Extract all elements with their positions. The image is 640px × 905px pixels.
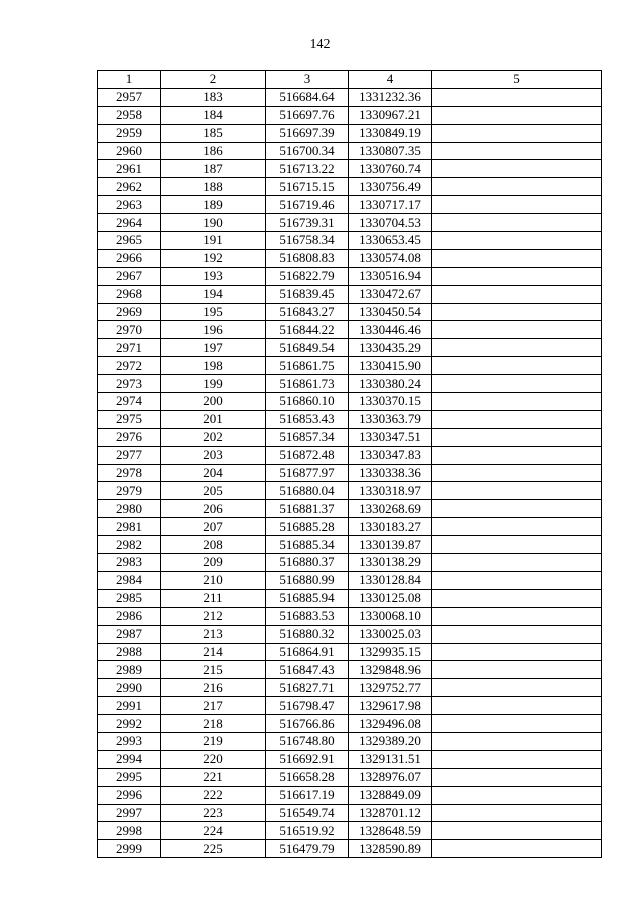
table-cell: 516808.83 — [266, 249, 349, 267]
table-cell: 2985 — [98, 589, 161, 607]
table-cell: 516877.97 — [266, 464, 349, 482]
table-cell — [432, 571, 602, 589]
table-cell: 2968 — [98, 285, 161, 303]
table-cell — [432, 732, 602, 750]
table-cell — [432, 768, 602, 786]
table-cell: 1330025.03 — [349, 625, 432, 643]
table-cell: 197 — [161, 339, 266, 357]
table-cell: 1330125.08 — [349, 589, 432, 607]
table-cell — [432, 160, 602, 178]
table-cell — [432, 750, 602, 768]
table-cell: 2982 — [98, 536, 161, 554]
table-cell: 2991 — [98, 697, 161, 715]
table-cell — [432, 446, 602, 464]
table-cell: 516827.71 — [266, 679, 349, 697]
table-cell: 1330380.24 — [349, 375, 432, 393]
table-cell: 1328590.89 — [349, 840, 432, 858]
table-cell: 2995 — [98, 768, 161, 786]
table-cell: 2983 — [98, 554, 161, 572]
table-row — [98, 536, 602, 554]
table-cell: 2992 — [98, 715, 161, 733]
table-cell — [432, 500, 602, 518]
table-cell: 1330347.83 — [349, 446, 432, 464]
table-cell: 183 — [161, 88, 266, 106]
table-cell: 190 — [161, 214, 266, 232]
table-row — [98, 446, 602, 464]
table-cell: 2961 — [98, 160, 161, 178]
table-cell: 1330128.84 — [349, 571, 432, 589]
table-cell: 2960 — [98, 142, 161, 160]
table-cell: 1330338.36 — [349, 464, 432, 482]
table-cell: 516880.37 — [266, 554, 349, 572]
table-cell: 1329752.77 — [349, 679, 432, 697]
table-cell: 516684.64 — [266, 88, 349, 106]
table-cell: 2962 — [98, 178, 161, 196]
table-cell: 1330450.54 — [349, 303, 432, 321]
table-cell: 516519.92 — [266, 822, 349, 840]
table-cell: 218 — [161, 715, 266, 733]
table-cell — [432, 142, 602, 160]
table-cell: 2994 — [98, 750, 161, 768]
table-row — [98, 482, 602, 500]
table-row — [98, 518, 602, 536]
table-row — [98, 214, 602, 232]
table-row — [98, 661, 602, 679]
table-cell: 2965 — [98, 232, 161, 250]
table-header — [98, 71, 602, 89]
table-row — [98, 106, 602, 124]
table-cell: 1329848.96 — [349, 661, 432, 679]
table-cell — [432, 840, 602, 858]
table-cell: 1329496.08 — [349, 715, 432, 733]
table-cell: 516880.99 — [266, 571, 349, 589]
table-row — [98, 124, 602, 142]
table-cell — [432, 554, 602, 572]
table-cell: 1330967.21 — [349, 106, 432, 124]
table-cell: 2980 — [98, 500, 161, 518]
table-cell: 516713.22 — [266, 160, 349, 178]
table-cell — [432, 375, 602, 393]
table-cell: 516860.10 — [266, 393, 349, 411]
table-cell: 2976 — [98, 428, 161, 446]
table-cell: 1330653.45 — [349, 232, 432, 250]
table-cell: 1330139.87 — [349, 536, 432, 554]
table-cell: 2958 — [98, 106, 161, 124]
table-cell — [432, 697, 602, 715]
table-cell: 216 — [161, 679, 266, 697]
table-cell: 1328648.59 — [349, 822, 432, 840]
table-cell: 193 — [161, 267, 266, 285]
table-cell: 2977 — [98, 446, 161, 464]
table-cell: 2973 — [98, 375, 161, 393]
table-cell — [432, 214, 602, 232]
table-cell: 516697.39 — [266, 124, 349, 142]
table-cell: 516872.48 — [266, 446, 349, 464]
table-cell: 2970 — [98, 321, 161, 339]
table-cell: 516844.22 — [266, 321, 349, 339]
table-cell — [432, 357, 602, 375]
table-cell: 195 — [161, 303, 266, 321]
table-row — [98, 267, 602, 285]
table-cell: 516839.45 — [266, 285, 349, 303]
header-row — [98, 71, 602, 89]
table-row — [98, 142, 602, 160]
table-cell: 2987 — [98, 625, 161, 643]
table-cell: 516857.34 — [266, 428, 349, 446]
table-cell: 225 — [161, 840, 266, 858]
table-row — [98, 643, 602, 661]
table-cell: 1329935.15 — [349, 643, 432, 661]
table-cell: 1330370.15 — [349, 393, 432, 411]
table-cell: 516758.34 — [266, 232, 349, 250]
table-row — [98, 589, 602, 607]
table-cell: 516748.80 — [266, 732, 349, 750]
table-cell — [432, 321, 602, 339]
table-cell: 1329131.51 — [349, 750, 432, 768]
table-cell — [432, 232, 602, 250]
table-cell: 212 — [161, 607, 266, 625]
table-row — [98, 750, 602, 768]
table-cell: 200 — [161, 393, 266, 411]
table-row — [98, 786, 602, 804]
table-cell — [432, 625, 602, 643]
table-cell: 2996 — [98, 786, 161, 804]
table-cell: 1330717.17 — [349, 196, 432, 214]
table-row — [98, 88, 602, 106]
table-row — [98, 804, 602, 822]
table-cell: 516885.34 — [266, 536, 349, 554]
table-row — [98, 375, 602, 393]
table-cell — [432, 822, 602, 840]
table-cell: 516880.32 — [266, 625, 349, 643]
table-cell: 185 — [161, 124, 266, 142]
table-cell — [432, 643, 602, 661]
table-cell: 2975 — [98, 410, 161, 428]
table-cell — [432, 536, 602, 554]
table-cell: 2978 — [98, 464, 161, 482]
table-cell: 2998 — [98, 822, 161, 840]
table-cell: 203 — [161, 446, 266, 464]
table-cell: 191 — [161, 232, 266, 250]
table-cell — [432, 607, 602, 625]
table-cell — [432, 786, 602, 804]
table-cell: 516864.91 — [266, 643, 349, 661]
table-row — [98, 428, 602, 446]
table-cell: 2969 — [98, 303, 161, 321]
table-row — [98, 339, 602, 357]
table-row — [98, 500, 602, 518]
table-cell: 516766.86 — [266, 715, 349, 733]
table-cell: 1328849.09 — [349, 786, 432, 804]
table-cell: 1330516.94 — [349, 267, 432, 285]
table-cell — [432, 88, 602, 106]
table-cell: 1330318.97 — [349, 482, 432, 500]
table-cell: 219 — [161, 732, 266, 750]
table-cell: 224 — [161, 822, 266, 840]
table-cell: 1328701.12 — [349, 804, 432, 822]
table-cell: 516883.53 — [266, 607, 349, 625]
table-row — [98, 464, 602, 482]
table-cell: 2967 — [98, 267, 161, 285]
table-cell: 211 — [161, 589, 266, 607]
table-cell: 516798.47 — [266, 697, 349, 715]
table-cell: 192 — [161, 249, 266, 267]
table-cell: 2974 — [98, 393, 161, 411]
table-cell: 1328976.07 — [349, 768, 432, 786]
table-cell: 1330068.10 — [349, 607, 432, 625]
table-cell: 2979 — [98, 482, 161, 500]
table-cell: 2981 — [98, 518, 161, 536]
table-cell: 1329389.20 — [349, 732, 432, 750]
table-cell: 2971 — [98, 339, 161, 357]
table-cell: 187 — [161, 160, 266, 178]
table-row — [98, 357, 602, 375]
table-cell — [432, 428, 602, 446]
table-cell — [432, 393, 602, 411]
table-cell: 1330446.46 — [349, 321, 432, 339]
table-cell: 516617.19 — [266, 786, 349, 804]
table-row — [98, 697, 602, 715]
column-header: 2 — [161, 71, 266, 89]
table-cell: 516549.74 — [266, 804, 349, 822]
table-row — [98, 679, 602, 697]
table-cell: 516692.91 — [266, 750, 349, 768]
table-cell: 1330347.51 — [349, 428, 432, 446]
table-cell: 516881.37 — [266, 500, 349, 518]
table-cell: 516479.79 — [266, 840, 349, 858]
table-cell: 516885.94 — [266, 589, 349, 607]
table-cell: 209 — [161, 554, 266, 572]
table-row — [98, 321, 602, 339]
table-cell: 207 — [161, 518, 266, 536]
table-cell: 198 — [161, 357, 266, 375]
table-cell: 2999 — [98, 840, 161, 858]
table-cell: 516849.54 — [266, 339, 349, 357]
table-cell — [432, 285, 602, 303]
table-cell: 516843.27 — [266, 303, 349, 321]
table-cell: 516700.34 — [266, 142, 349, 160]
table-cell: 1329617.98 — [349, 697, 432, 715]
table-cell — [432, 804, 602, 822]
table-cell: 516861.75 — [266, 357, 349, 375]
table-cell: 1330183.27 — [349, 518, 432, 536]
table-cell: 1331232.36 — [349, 88, 432, 106]
table-row — [98, 178, 602, 196]
table-cell: 220 — [161, 750, 266, 768]
table-cell — [432, 178, 602, 196]
table-cell: 2959 — [98, 124, 161, 142]
table-cell: 194 — [161, 285, 266, 303]
table-row — [98, 393, 602, 411]
table-row — [98, 249, 602, 267]
column-header: 5 — [432, 71, 602, 89]
table-cell: 1330704.53 — [349, 214, 432, 232]
table-cell — [432, 589, 602, 607]
table-cell: 1330472.67 — [349, 285, 432, 303]
table-cell — [432, 482, 602, 500]
table-cell — [432, 196, 602, 214]
table-cell — [432, 106, 602, 124]
table-cell: 214 — [161, 643, 266, 661]
page-number: 142 — [309, 37, 331, 52]
table-cell: 204 — [161, 464, 266, 482]
table-row — [98, 160, 602, 178]
table-cell: 516739.31 — [266, 214, 349, 232]
table-cell: 1330760.74 — [349, 160, 432, 178]
table-row — [98, 196, 602, 214]
table-cell: 1330849.19 — [349, 124, 432, 142]
table-cell: 2989 — [98, 661, 161, 679]
table-cell: 516719.46 — [266, 196, 349, 214]
table-cell: 186 — [161, 142, 266, 160]
table-row — [98, 732, 602, 750]
table-row — [98, 607, 602, 625]
table-cell: 201 — [161, 410, 266, 428]
column-header: 1 — [98, 71, 161, 89]
table-cell: 221 — [161, 768, 266, 786]
table-cell — [432, 518, 602, 536]
table-cell: 1330138.29 — [349, 554, 432, 572]
table-cell: 2963 — [98, 196, 161, 214]
table-cell — [432, 249, 602, 267]
table-cell: 1330574.08 — [349, 249, 432, 267]
table-cell: 184 — [161, 106, 266, 124]
table-cell: 1330268.69 — [349, 500, 432, 518]
table-cell: 516822.79 — [266, 267, 349, 285]
table-cell: 210 — [161, 571, 266, 589]
table-cell: 516847.43 — [266, 661, 349, 679]
table-row — [98, 571, 602, 589]
table-cell: 1330363.79 — [349, 410, 432, 428]
table-cell: 516853.43 — [266, 410, 349, 428]
table-cell: 2957 — [98, 88, 161, 106]
table-cell: 2966 — [98, 249, 161, 267]
table-cell — [432, 715, 602, 733]
table-cell: 199 — [161, 375, 266, 393]
coordinates-table — [97, 70, 602, 858]
table-cell: 222 — [161, 786, 266, 804]
table-row — [98, 232, 602, 250]
table-cell — [432, 339, 602, 357]
table-cell: 2984 — [98, 571, 161, 589]
table-cell: 516880.04 — [266, 482, 349, 500]
table-cell — [432, 661, 602, 679]
table-cell: 202 — [161, 428, 266, 446]
table-row — [98, 840, 602, 858]
table-cell: 188 — [161, 178, 266, 196]
table-cell: 1330415.90 — [349, 357, 432, 375]
table-row — [98, 554, 602, 572]
table-cell: 208 — [161, 536, 266, 554]
table-cell: 205 — [161, 482, 266, 500]
table-row — [98, 625, 602, 643]
table-cell: 1330756.49 — [349, 178, 432, 196]
table-cell: 2972 — [98, 357, 161, 375]
table-cell — [432, 267, 602, 285]
column-header: 3 — [266, 71, 349, 89]
table-cell: 2990 — [98, 679, 161, 697]
table-cell: 2986 — [98, 607, 161, 625]
table-cell: 516658.28 — [266, 768, 349, 786]
table-cell: 516715.15 — [266, 178, 349, 196]
table-row — [98, 410, 602, 428]
column-header: 4 — [349, 71, 432, 89]
table-cell — [432, 124, 602, 142]
table-row — [98, 822, 602, 840]
table-cell: 1330807.35 — [349, 142, 432, 160]
table-row — [98, 715, 602, 733]
table-cell: 213 — [161, 625, 266, 643]
table-row — [98, 285, 602, 303]
table-cell: 196 — [161, 321, 266, 339]
table-cell: 189 — [161, 196, 266, 214]
table-row — [98, 303, 602, 321]
table-cell: 2964 — [98, 214, 161, 232]
table-cell: 516861.73 — [266, 375, 349, 393]
table-cell: 2988 — [98, 643, 161, 661]
table-cell: 206 — [161, 500, 266, 518]
table-cell — [432, 303, 602, 321]
table-cell: 223 — [161, 804, 266, 822]
table-cell: 2993 — [98, 732, 161, 750]
table-cell — [432, 464, 602, 482]
table-cell: 2997 — [98, 804, 161, 822]
table-cell — [432, 679, 602, 697]
table-cell — [432, 410, 602, 428]
table-cell: 1330435.29 — [349, 339, 432, 357]
table-row — [98, 768, 602, 786]
table-body — [98, 88, 602, 857]
table-cell: 516697.76 — [266, 106, 349, 124]
table-cell: 215 — [161, 661, 266, 679]
table-cell: 217 — [161, 697, 266, 715]
table-cell: 516885.28 — [266, 518, 349, 536]
